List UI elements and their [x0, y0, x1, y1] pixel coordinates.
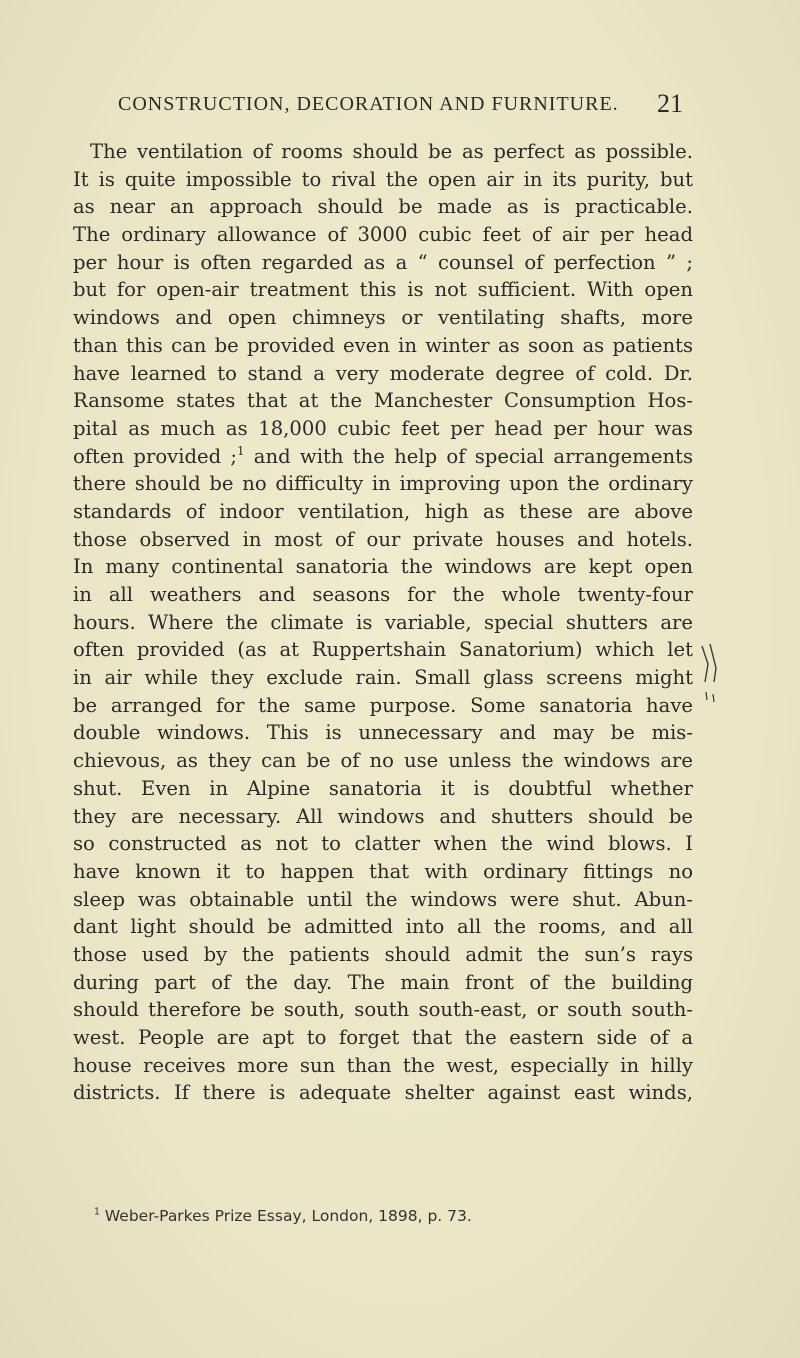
footnote-reference: 1 [237, 443, 245, 458]
text-line-with-footnote [73, 443, 693, 471]
text-line: The ventilation of rooms should be as perfect as possible. [90, 140, 693, 163]
footnote-marker: 1 [94, 1206, 100, 1218]
text-line: double windows. This is unnecessary and may be mis- [73, 721, 693, 745]
text-line: The ordinary allowance of 3000 cubic feet of air per head [73, 223, 693, 247]
text-line: west. People are apt to forget that the eastern side of a [73, 1026, 693, 1049]
text-line: per hour is often regarded as a “ counsel of perfection ” ; [73, 250, 693, 274]
running-head [118, 89, 683, 119]
text-line: be arranged for the same purpose. Some sanatoria have [73, 693, 693, 717]
text-line: sleep was obtainable until the windows were shut. Abun- [73, 887, 693, 911]
text-line: but for open-air treatment this is not sufficient. With open [73, 278, 693, 302]
text-line: as near an approach should be made as is practicable. [73, 195, 693, 219]
running-title: CONSTRUCTION, DECORATION AND FURNITURE. [118, 93, 619, 115]
text-line: so constructed as not to clatter when the wind blows. I [73, 832, 693, 856]
text-line: those used by the patients should admit the sun’s rays [73, 942, 693, 966]
text-line: should therefore be south, south south-east, or south south- [73, 998, 693, 1022]
text-line: chievous, as they can be of no use unless the windows are [73, 749, 693, 773]
text-line: districts. If there is adequate shelter against east winds, [73, 1081, 693, 1105]
text-line: dant light should be admitted into all the rooms, and all [73, 915, 693, 939]
text-line: shut. Even in Alpine sanatoria it is doubtful whether [73, 776, 693, 800]
text-line: during part of the day. The main front of the building [73, 970, 693, 994]
body-paragraph [73, 138, 693, 1107]
text-line: have known it to happen that with ordinary fittings no [73, 859, 693, 883]
text-line: have learned to stand a very moderate degree of cold. Dr. [73, 361, 693, 385]
footnote [94, 1205, 472, 1227]
text-fragment: and with the help of special arrangements [244, 444, 693, 468]
text-line: house receives more sun than the west, especially in hilly [73, 1053, 693, 1077]
text-fragment: often provided ; [73, 444, 238, 468]
text-line: pital as much as 18,000 cubic feet per head per hour was [73, 416, 693, 440]
footnote-text: Weber-Parkes Prize Essay, London, 1898, p. 73. [104, 1207, 472, 1225]
text-line: windows and open chimneys or ventilating shafts, more [73, 306, 693, 330]
text-line: than this can be provided even in winter as soon as patients [73, 333, 693, 357]
text-line: in all weathers and seasons for the whole twenty-four [73, 583, 693, 606]
text-line: in air while they exclude rain. Small glass screens might [73, 666, 693, 690]
page-number: 21 [657, 89, 683, 118]
text-line: those observed in most of our private houses and hotels. [73, 527, 693, 551]
text-line: there should be no difficulty in improving upon the ordinary [73, 472, 693, 496]
text-line: standards of indoor ventilation, high as these are above [73, 499, 693, 523]
text-line: often provided (as at Ruppertshain Sanatorium) which let [73, 638, 693, 662]
pencil-margin-mark [696, 642, 720, 722]
text-line: It is quite impossible to rival the open air in its purity, but [73, 167, 693, 191]
text-line: Ransome states that at the Manchester Consumption Hos- [73, 389, 693, 413]
text-line: In many continental sanatoria the windows are kept open [73, 555, 693, 579]
text-line: hours. Where the climate is variable, special shutters are [73, 610, 693, 634]
text-line: they are necessary. All windows and shutters should be [73, 804, 693, 828]
